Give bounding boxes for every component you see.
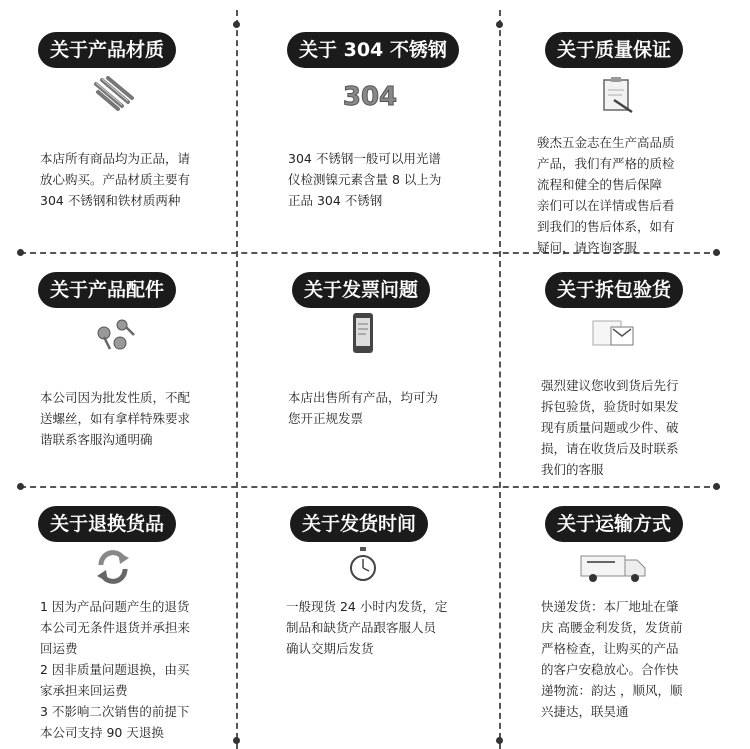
screws-icon: [92, 315, 136, 357]
info-card-accessories: [0, 255, 238, 485]
info-card-material: [0, 0, 238, 250]
steel-rods-icon: [92, 76, 136, 116]
card-title: 关于退换货品: [38, 506, 176, 542]
info-card-returns: [0, 490, 238, 749]
card-title: 关于发票问题: [292, 272, 430, 308]
info-card-transport: [505, 490, 743, 749]
stopwatch-icon: [348, 546, 378, 588]
card-title: 关于 304 不锈钢: [287, 32, 459, 68]
info-card-quality: [505, 0, 743, 255]
refresh-arrows-icon: [94, 548, 132, 590]
info-card-inspection: [505, 255, 743, 485]
delivery-van-icon: [577, 550, 649, 588]
card-description: 骏杰五金志在生产高品质 产品，我们有严格的质检 流程和健全的售后保障 亲们可以在详情或售后看 到我们的售后体系，如有 疑问，请咨询客服: [537, 135, 675, 255]
card-title: 关于运输方式: [545, 506, 683, 542]
grid-divider: [20, 486, 720, 488]
304-emblem-icon: [335, 78, 405, 118]
info-card-invoice: [250, 255, 488, 485]
card-title: 关于发货时间: [290, 506, 428, 542]
grid-divider: [499, 10, 501, 749]
package-icon: [591, 317, 637, 353]
card-description: 1 因为产品问题产生的退货 本公司无条件退货并承担来 回运费 2 因非质量问题退换，由买 家承担来回运费 3 不影响二次销售的前提下 本公司支持 90 天退换: [40, 599, 191, 740]
grid-dot: [496, 737, 503, 744]
phone-receipt-icon: [350, 311, 376, 359]
card-description: 本店出售所有产品，均可为 您开正规发票: [288, 390, 439, 426]
svg-text:304: 304: [342, 82, 398, 112]
card-description: 快递发货：本厂地址在肇 庆 高腰金利发货，发货前 严格检查，让购买的产品 的客户安稳放心。合作快 递物流：韵达 ，顺风，顺 兴捷达，联昊通: [541, 599, 683, 719]
clipboard-icon: [600, 76, 636, 118]
info-card-shipping-time: [250, 490, 488, 749]
card-title: 关于产品材质: [38, 32, 176, 68]
card-title: 关于拆包验货: [545, 272, 683, 308]
card-description: 304 不锈钢一般可以用光谱 仪检测镍元素含量 8 以上为 正品 304 不锈钢: [288, 151, 442, 208]
card-description: 一般现货 24 小时内发货，定 制品和缺货产品跟客服人员 确认交期后发货: [286, 599, 448, 656]
card-title: 关于质量保证: [545, 32, 683, 68]
grid-dot: [496, 21, 503, 28]
card-description: 本公司因为批发性质，不配 送螺丝，如有拿样特殊要求 谐联系客服沟通明确: [40, 390, 191, 447]
card-title: 关于产品配件: [38, 272, 176, 308]
card-description: 强烈建议您收到货后先行 拆包验货，验货时如果发 现有质量问题或少件、破 损，请在收货后及时联系 我们的客服: [541, 378, 679, 477]
info-card-304-steel: [250, 0, 488, 250]
card-description: 本店所有商品均为正品，请 放心购买。产品材质主要有 304 不锈钢和铁材质两种: [40, 151, 191, 208]
